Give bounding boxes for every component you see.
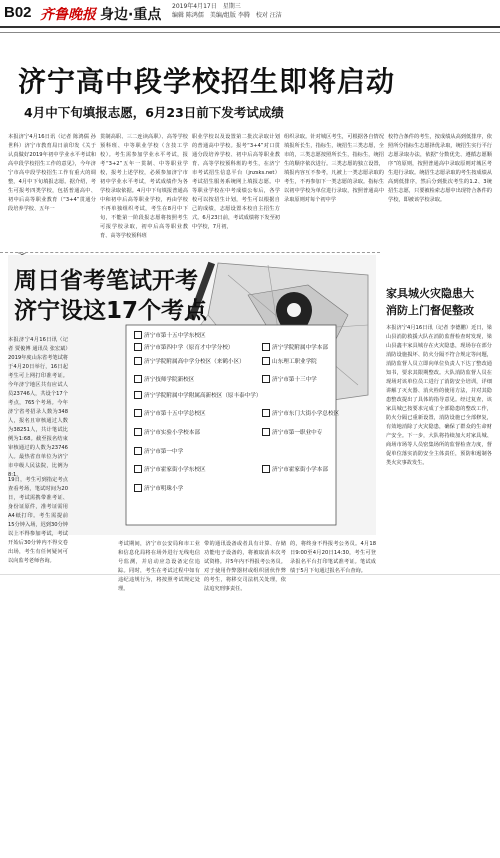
article2-col3: 考试期间，济宁市公安局和市工业和信息化局将在场外进行无线电信号监测，并启动应急设备定位追踪。同时，考生在考试过程中如有违纪违规行为，将按照考试规定处理。 bbox=[118, 541, 200, 592]
checkbox-icon bbox=[134, 484, 142, 492]
exam-site-item: 济宁市第一职业中专 bbox=[262, 428, 322, 437]
article2-col4: 带的通讯设备或者具有计算、存储功能电子设备的，将被取消本次考试资格。并5年内不得报考公务员。对于使用作弊器材或组织团伙作弊的考生，将移交司法机关处理，依法追究刑事责任。 bbox=[204, 541, 286, 592]
checkbox-icon bbox=[134, 409, 142, 417]
article2-col1: 本报济宁4月16日讯（记者 贾俊博 通讯员 张宏斌）2019年度山东省考笔试将于4月20日举行，16日起考生可上网打印准考证。今年济宁地区共有应试人员23746人，共设个17个考点，765个考场。今年济宁省考招录人数为348人，报名且审核通过人数为38251人，共计笔试比例为1:68。截至报名结束审核通过的人数为23746人。最热省直单位为济宁市中级人民法院，比例为8:1。 bbox=[8, 337, 68, 478]
checkbox-icon bbox=[134, 447, 142, 455]
checkbox-icon bbox=[134, 357, 142, 365]
exam-site-item: 济宁学院附属中学本部 bbox=[262, 343, 328, 352]
page-bottom-divider bbox=[0, 574, 500, 575]
headline: 济宁高中段学校招生即将启动 bbox=[18, 65, 396, 98]
exam-site-item: 济宁学院附属高中学分校区（来鹤小区） bbox=[134, 357, 245, 366]
exam-site-item: 济宁学院附属中学附属高新校区（原丰泰中学） bbox=[134, 391, 261, 400]
article2-col2: 19日，考生可到指定考点查看考场，笔试时间为20日，考试需携带准考证、身份证原件，准考证需用A4纸打印。考生需提前15分钟入场，迟到30分钟以上不得参加考试，考试开始后30分钟内不得交卷出场，考生有任何疑问可以向监考老师咨询。 bbox=[8, 477, 68, 564]
section-name: 身边·重点 bbox=[100, 7, 162, 23]
checkbox-icon bbox=[262, 375, 270, 383]
article1-col2: 贯制高职、三二连读高职）、高等学校预科班、中等职业学校（含技工学校）。考生需参加学业水平考试，报考“3+2”五年一贯制、中等职业学校，报考上述学校，必须参加济宁市初中学业水平考试，考试成绩作为各学校录取依据。4月中下旬填报普通高中和初中后高等职业学校，再由学校不再单独组织考试，考生在8月中下旬，不能第一阶段报志愿将按照考生可报学校录取，初中后高等职业教育、高等学校预科班 bbox=[100, 134, 188, 239]
exam-site-item: 济宁市东门大街小学总校区 bbox=[262, 409, 339, 418]
checkbox-icon bbox=[262, 428, 270, 436]
divider bbox=[0, 32, 500, 33]
article1-col4: 组织录取。针对城区考生，可根据各自情况填报所长生，指标生，统招生三类志愿，全市的，三类志愿按照所长生，指标生，统招生的顺序依次进行。三类志愿的独立设置，填报内容互不参考，凡被上一类志愿录取的考生，不再参加下一类志愿的录取。指标生以初中学校为单位进行录取，按照普通高中录取原则对每个初中学 bbox=[284, 134, 384, 203]
checkbox-icon bbox=[134, 375, 142, 383]
exam-site-item: 济宁市第十五中学东校区 bbox=[134, 331, 206, 340]
exam-site-item: 济宁市霍家街小学本部 bbox=[262, 465, 328, 474]
header-meta bbox=[172, 2, 282, 20]
article1-col1: 本报济宁4月16日讯（记者 陈鸿儒 孙世科）济宁市教育局日前印发《关于认真做好2019年初中学业水平考试和高中段学校招生工作的意见》，今年济宁市高中段学校招生工作有重大的调整，4月中下旬填报志愿。据介绍，考生可报考四类学校，包括普通高中、初中后高等职业教育（“3+4”贯通分段培养学校、五年一 bbox=[8, 134, 96, 212]
article1-col3: 职业学校以及设置第二批次录取计划的普通高中学校。报考“3+4”对口贯通分段培养学校、初中后高等职业教育、高等学校预科班的考生，在济宁市考试招生信息平台（jnzsks.net）考试招生服务系统网上填报志愿。中等职业学校在中考成绩公布后，各学校可以按招生计划，考生可以根据自己的成绩，志愿设置本校自主招生方式。6月23日前，考试成绩将下发至初中学校，7月初， bbox=[192, 134, 280, 230]
checkbox-icon bbox=[262, 357, 270, 365]
checkbox-icon bbox=[134, 428, 142, 436]
checkbox-icon bbox=[262, 465, 270, 473]
exam-site-item: 济宁市霍家街小学东校区 bbox=[134, 465, 206, 474]
date-line: 2019年4月17日 星期三 bbox=[172, 3, 241, 10]
editor-line: 编辑 陈鸿儒 美编/组版 李腾 校对 汪洁 bbox=[172, 12, 282, 19]
newspaper-name: 齐鲁晚报 bbox=[40, 7, 96, 23]
exam-site-item: 济宁市明珠小学 bbox=[134, 484, 183, 493]
exam-site-item: 济宁市实验小学校本部 bbox=[134, 428, 200, 437]
checkbox-icon bbox=[134, 391, 142, 399]
exam-site-item: 济宁技师学院新校区 bbox=[134, 375, 194, 384]
article3-title-line1: 家具城火灾隐患大 bbox=[386, 287, 474, 300]
page-number: B02 bbox=[4, 4, 32, 21]
page-header bbox=[0, 0, 500, 28]
graphic-title-line2: 济宁设这17个考点 bbox=[14, 298, 208, 324]
checkbox-icon bbox=[134, 465, 142, 473]
checkbox-icon bbox=[134, 343, 142, 351]
checkbox-icon bbox=[262, 409, 270, 417]
exam-site-item: 济宁市第十三中学 bbox=[262, 375, 317, 384]
exam-site-item: 济宁市第十五中学总校区 bbox=[134, 409, 206, 418]
exam-site-item: 山东理工职业学院 bbox=[262, 357, 317, 366]
exam-site-item: 济宁市第四中学（原育才中学分校） bbox=[134, 343, 234, 352]
article2-col5: 的，将终身不得报考公务员。4月18日9:00至4月20日14:30，考生可登录报名平台打印笔试准考证。笔试成绩于5月下旬通过报名平台查询。 bbox=[290, 541, 376, 574]
article1-col5: 校符合条件的考生，按成绩从高到低排序，依照所分指标生志愿择优录取，统招生实行平行志愿录取办法，依据“分数优先、遵循志愿顺序”的原则，按照普通高中录取原则对城区考生进行录取。统招生志愿录取的考生按成绩从高到低排序，然后分到批次考生的1.2、3统招生志愿，只要被检索志愿中出现符合条件的学校，即被该学校录取。 bbox=[388, 134, 492, 203]
cut-line bbox=[0, 252, 380, 253]
exam-site-item: 济宁市第一中学 bbox=[134, 447, 183, 456]
article3-body: 本报济宁4月16日讯（记者 李德鹏）近日，梁山县消防救援大队在消防监督检查时发现，梁山县鑫丰家具城存在火灾隐患，现场存在部分消防设施损坏、防火分隔不符合规定等问题，消防监督人员立即向单位负责人下达了整改通知书，要求其限期整改。大队消防监督人员在现场对该单位员工进行了消防安全培训，详细讲解了灭火器、消火栓的使用方法，并对其隐患整改提出了具体的指导意见。经过复查，该家具城已按要求完成了全部隐患的整改工作，防火分隔已重新设置，消防设施已全部修复，有效地消除了火灾隐患，确保了群众的生命财产安全。下一步，大队将持续加大对家具城、商场市场等人员密集场所的监督检查力度，督促单位落实消防安全主体责任，预防和遏制各类火灾事故发生。 bbox=[386, 325, 492, 466]
graphic-title-line1: 周日省考笔试开考 bbox=[14, 268, 198, 294]
subheadline: 4月中下旬填报志愿，6月23日前下发考试成绩 bbox=[24, 105, 284, 120]
checkbox-icon bbox=[262, 343, 270, 351]
article3-title-line2: 消防上门督促整改 bbox=[386, 304, 474, 317]
checkbox-icon bbox=[134, 331, 142, 339]
